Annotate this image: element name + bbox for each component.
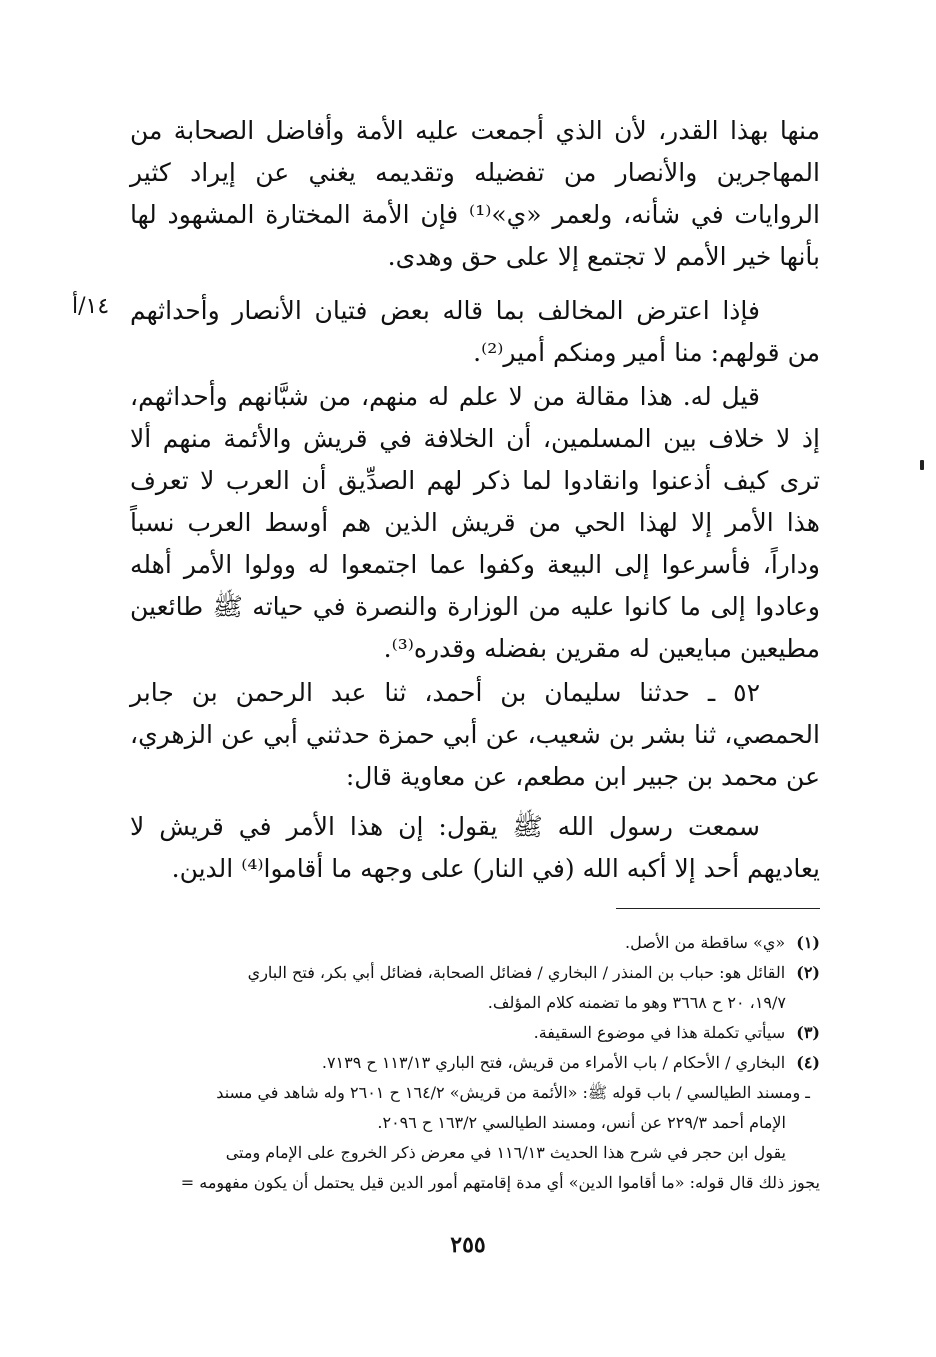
footnote-2-text: القائل هو: حباب بن المنذر / البخاري / فضائل الصحابة، فضائل أبي بكر، فتح الباري [247, 963, 786, 982]
paragraph-3: قيل له. هذا مقالة من لا علم له منهم، من شبَّانهم وأحداثهم، إذ لا خلاف بين المسلمين، أن الخلافة في قريش والأئمة منهم ألا ترى كيف أذعنوا وانقادوا لما ذكر لهم الصدِّيق أن العرب لا تعرف هذا الأمر إلا لهذا الحي من قريش الذين هم أوسط العرب نسباً وداراً، فأسرعوا إلى البيعة وكفوا عما اجتمعوا له وولوا الأمر أهله وعادوا إلى ما كانوا عليه من الوزارة والنصرة في حياته ﷺ طائعين مطيعين مبايعين له مقرين بفضله وقدره⁽³⁾. [130, 382, 821, 663]
footnotes [130, 928, 820, 1198]
footnote-3-number: (٣) [796, 1023, 820, 1042]
footnote-3-text: سيأتي تكملة هذا في موضوع السقيفة. [533, 1023, 786, 1042]
hadith-text-paragraph: سمعت رسول الله ﷺ يقول: إن هذا الأمر في قريش لا يعاديهم أحد إلا أكبه الله (في النار) على وجهه ما أقاموا⁽⁴⁾ الدين. [130, 812, 820, 883]
footnote-4-sub-1: ـ ومسند الطيالسي / باب قوله ﷺ: «الأئمة من قريش» ١٦٤/٢ ح ٢٦٠١ وله شاهد في مسند [216, 1083, 810, 1102]
scan-speck [920, 460, 924, 470]
footnote-separator [616, 908, 820, 909]
footnote-1 [130, 928, 820, 958]
footnote-4-text: البخاري / الأحكام / باب الأمراء من قريش، فتح الباري ١١٣/١٣ ح ٧١٣٩. [321, 1053, 786, 1072]
footnote-1-text: «ي» ساقطة من الأصل. [625, 933, 786, 952]
footnote-4-sub-2: يقول ابن حجر في شرح هذا الحديث ١١٦/١٣ في معرض ذكر الخروج على الإمام ومتى [225, 1143, 786, 1162]
footnote-2-number: (٢) [796, 963, 820, 982]
footnote-4-number: (٤) [796, 1053, 820, 1072]
paragraph-2: فإذا اعترض المخالف بما قاله بعض فتيان الأنصار وأحداثهم من قولهم: منا أمير ومنكم أمير⁽²⁾. [130, 296, 820, 367]
footnote-3 [130, 1018, 820, 1048]
margin-folio-note: ١٤/أ [72, 294, 110, 319]
footnote-4-sub-2-continuation: يجوز ذلك قال قوله: «ما أقاموا الدين» أي مدة إقامتهم أمور الدين قيل يحتمل أن يكون مفهومه = [180, 1173, 820, 1192]
footnote-2-continuation: ١٩/٧، ٢٠ ح ٣٦٦٨ وهو ما تضمنه كلام المؤلف. [487, 993, 786, 1012]
page-number: ٢٥٥ [450, 1232, 486, 1258]
footnote-4-sub-1-continuation: الإمام أحمد ٢٢٩/٣ عن أنس، ومسند الطيالسي ١٦٣/٢ ح ٢٠٩٦. [377, 1113, 786, 1132]
footnote-4 [130, 1048, 820, 1078]
hadith-chain-paragraph: ٥٢ ـ حدثنا سليمان بن أحمد، ثنا عبد الرحمن بن جابر الحمصي، ثنا بشر بن شعيب، عن أبي حمزة حدثني أبي عن الزهري، عن محمد بن جبير ابن مطعم، عن معاوية قال: [130, 678, 820, 791]
paragraph-1: منها بهذا القدر، لأن الذي أجمعت عليه الأمة وأفاضل الصحابة من المهاجرين والأنصار من تفضيله وتقديمه يغني عن إيراد كثير الروايات في شأنه، ولعمر «ي»⁽¹⁾ فإن الأمة المختارة المشهود لها بأنها خير الأمم لا تجتمع إلا على حق وهدى. [130, 116, 820, 271]
footnote-1-number: (١) [796, 933, 820, 952]
footnote-2 [130, 958, 820, 988]
